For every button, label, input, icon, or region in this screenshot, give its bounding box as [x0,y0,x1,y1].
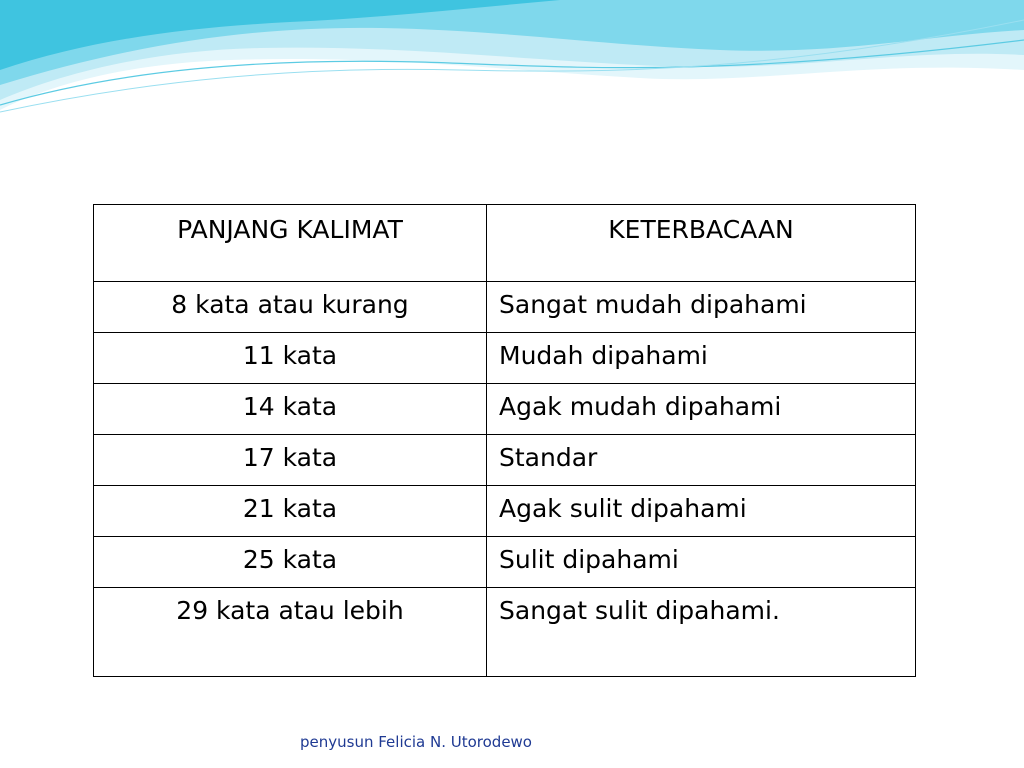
readability-cell: Agak mudah dipahami [487,384,916,435]
sentence-length-cell: 8 kata atau kurang [94,282,487,333]
decorative-wave-header [0,0,1024,130]
table-row [94,486,916,537]
sentence-length-cell: 25 kata [94,537,487,588]
sentence-length-cell: 11 kata [94,333,487,384]
readability-cell: Standar [487,435,916,486]
table-row [94,435,916,486]
table-row [94,537,916,588]
header-readability: KETERBACAAN [487,205,916,282]
readability-table [93,204,916,677]
sentence-length-cell: 29 kata atau lebih [94,588,487,677]
readability-cell: Sangat sulit dipahami. [487,588,916,677]
table-row [94,282,916,333]
table-header-row [94,205,916,282]
readability-cell: Mudah dipahami [487,333,916,384]
sentence-length-cell: 21 kata [94,486,487,537]
header-sentence-length: PANJANG KALIMAT [94,205,487,282]
readability-cell: Sulit dipahami [487,537,916,588]
readability-cell: Agak sulit dipahami [487,486,916,537]
sentence-length-cell: 17 kata [94,435,487,486]
table-row [94,333,916,384]
table-row [94,588,916,677]
table-row [94,384,916,435]
sentence-length-cell: 14 kata [94,384,487,435]
footer-credit: penyusun Felicia N. Utorodewo [300,733,532,751]
readability-cell: Sangat mudah dipahami [487,282,916,333]
